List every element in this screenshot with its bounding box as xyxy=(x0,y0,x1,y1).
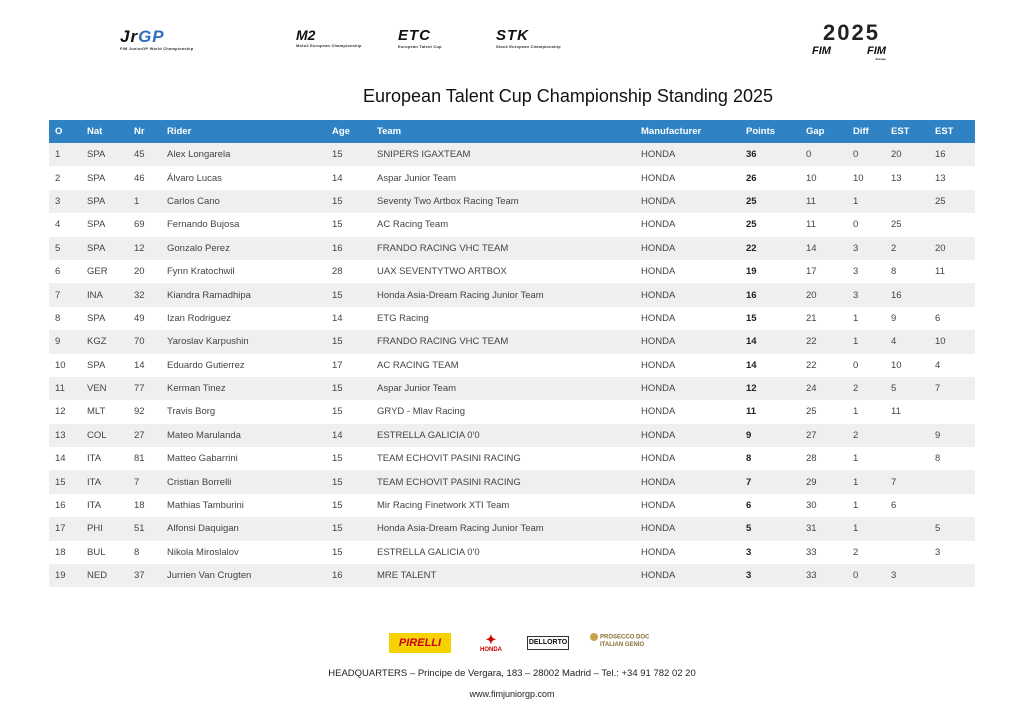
table-cell: 22 xyxy=(800,354,847,377)
table-row xyxy=(49,283,975,306)
column-header: Team xyxy=(371,120,635,143)
table-row xyxy=(49,330,975,353)
table-cell: FRANDO RACING VHC TEAM xyxy=(371,330,635,353)
table-cell: VEN xyxy=(81,377,128,400)
table-cell: HONDA xyxy=(635,260,740,283)
table-cell: HONDA xyxy=(635,564,740,587)
table-cell: Carlos Cano xyxy=(161,190,326,213)
table-cell: 18 xyxy=(49,541,81,564)
table-cell: SPA xyxy=(81,237,128,260)
column-header: Age xyxy=(326,120,371,143)
table-cell: FRANDO RACING VHC TEAM xyxy=(371,237,635,260)
table-cell: 0 xyxy=(847,213,885,236)
table-cell: 9 xyxy=(885,307,929,330)
table-cell xyxy=(929,470,975,493)
page-header xyxy=(0,0,1024,70)
table-cell: 2 xyxy=(847,377,885,400)
table-cell: 4 xyxy=(49,213,81,236)
table-cell: 2 xyxy=(847,541,885,564)
column-header: Gap xyxy=(800,120,847,143)
table-cell: Fernando Bujosa xyxy=(161,213,326,236)
fim-europe-logo-subtitle: Europe xyxy=(875,57,886,61)
jrgp-logo xyxy=(120,28,193,51)
table-cell: HONDA xyxy=(635,447,740,470)
table-cell: 3 xyxy=(49,190,81,213)
table-cell: 15 xyxy=(326,283,371,306)
prosecco-logo-text: PROSECCO DOC xyxy=(600,634,650,641)
table-cell: 4 xyxy=(929,354,975,377)
fim-europe-logo xyxy=(867,45,886,61)
table-cell: 2 xyxy=(49,166,81,189)
table-row xyxy=(49,237,975,260)
table-row xyxy=(49,213,975,236)
table-cell: 15 xyxy=(326,213,371,236)
table-cell: Nikola Miroslalov xyxy=(161,541,326,564)
pirelli-logo: PIRELLI xyxy=(389,633,451,653)
table-cell: Mir Racing Finetwork XTI Team xyxy=(371,494,635,517)
table-cell: 15 xyxy=(740,307,800,330)
table-cell: 18 xyxy=(128,494,161,517)
table-cell: NED xyxy=(81,564,128,587)
table-cell: 8 xyxy=(49,307,81,330)
table-cell: 15 xyxy=(326,470,371,493)
table-cell: 14 xyxy=(740,354,800,377)
table-cell: 3 xyxy=(740,564,800,587)
table-cell: 51 xyxy=(128,517,161,540)
table-cell: 10 xyxy=(929,330,975,353)
table-cell: SPA xyxy=(81,143,128,166)
prosecco-logo-subtitle: ITALIAN GENIO xyxy=(600,641,645,648)
table-cell: HONDA xyxy=(635,166,740,189)
honda-wing-icon: ✦ xyxy=(485,632,497,647)
table-cell: 14 xyxy=(326,307,371,330)
table-cell: 1 xyxy=(847,330,885,353)
table-cell: 0 xyxy=(847,143,885,166)
table-cell: Travis Borg xyxy=(161,400,326,423)
table-cell: 46 xyxy=(128,166,161,189)
table-cell: 0 xyxy=(847,354,885,377)
table-cell: 9 xyxy=(740,424,800,447)
table-body xyxy=(49,143,975,587)
dellorto-logo: DELLORTO xyxy=(527,636,569,650)
table-cell: 15 xyxy=(326,400,371,423)
page-title: European Talent Cup Championship Standing 2025 xyxy=(363,86,773,106)
table-cell: 16 xyxy=(49,494,81,517)
table-cell: Álvaro Lucas xyxy=(161,166,326,189)
table-cell: 1 xyxy=(847,307,885,330)
table-cell: 17 xyxy=(326,354,371,377)
table-cell: 14 xyxy=(326,166,371,189)
table-cell: ESTRELLA GALICIA 0'0 xyxy=(371,541,635,564)
table-cell: 5 xyxy=(929,517,975,540)
table-cell: 32 xyxy=(128,283,161,306)
table-row xyxy=(49,447,975,470)
table-cell: 17 xyxy=(800,260,847,283)
prosecco-logo xyxy=(590,633,650,653)
column-header: Points xyxy=(740,120,800,143)
moto2-logo-text: M2 xyxy=(296,27,316,43)
fim-logo-text: FIM xyxy=(812,45,831,57)
table-cell: AC RACING TEAM xyxy=(371,354,635,377)
column-header: EST xyxy=(929,120,975,143)
table-cell: 28 xyxy=(326,260,371,283)
table-cell: 7 xyxy=(929,377,975,400)
table-cell: 4 xyxy=(885,330,929,353)
table-cell: 6 xyxy=(740,494,800,517)
table-cell: 11 xyxy=(49,377,81,400)
table-cell: 20 xyxy=(885,143,929,166)
table-cell: 13 xyxy=(885,166,929,189)
table-cell: 11 xyxy=(800,213,847,236)
table-cell: ITA xyxy=(81,447,128,470)
fim-europe-logo-text: FIM xyxy=(867,45,886,57)
table-cell: SPA xyxy=(81,213,128,236)
table-cell: SPA xyxy=(81,354,128,377)
table-cell: 20 xyxy=(929,237,975,260)
column-header: EST xyxy=(885,120,929,143)
moto2-logo xyxy=(296,28,362,48)
column-header: Manufacturer xyxy=(635,120,740,143)
table-cell: HONDA xyxy=(635,237,740,260)
table-row xyxy=(49,166,975,189)
jrgp-logo-text-a: Jr xyxy=(120,27,139,46)
table-row xyxy=(49,143,975,166)
table-cell: Eduardo Gutierrez xyxy=(161,354,326,377)
table-cell: 13 xyxy=(49,424,81,447)
table-cell: 15 xyxy=(326,517,371,540)
table-cell: 15 xyxy=(326,447,371,470)
table-cell: 1 xyxy=(847,190,885,213)
table-cell: 1 xyxy=(847,447,885,470)
table-cell: 15 xyxy=(326,541,371,564)
table-cell: 14 xyxy=(326,424,371,447)
table-cell: UAX SEVENTYTWO ARTBOX xyxy=(371,260,635,283)
sponsor-bar xyxy=(0,633,1024,655)
table-cell: ETG Racing xyxy=(371,307,635,330)
table-cell: 1 xyxy=(847,400,885,423)
table-cell: 25 xyxy=(885,213,929,236)
table-cell: ITA xyxy=(81,470,128,493)
table-cell: 1 xyxy=(847,494,885,517)
table-cell: 2 xyxy=(847,424,885,447)
table-cell: 25 xyxy=(800,400,847,423)
table-cell: 24 xyxy=(800,377,847,400)
table-cell: 10 xyxy=(847,166,885,189)
table-cell: 6 xyxy=(885,494,929,517)
table-cell: 22 xyxy=(800,330,847,353)
table-cell: 26 xyxy=(740,166,800,189)
table-cell: 3 xyxy=(885,564,929,587)
table-cell: GRYD - Mlav Racing xyxy=(371,400,635,423)
table-cell: SNIPERS IGAXTEAM xyxy=(371,143,635,166)
website-link[interactable]: www.fimjuniorgp.com xyxy=(469,689,555,699)
table-cell: Alfonsi Daquigan xyxy=(161,517,326,540)
table-cell: Aspar Junior Team xyxy=(371,377,635,400)
jrgp-logo-text-b: GP xyxy=(138,27,165,46)
table-cell: Izan Rodriguez xyxy=(161,307,326,330)
table-cell xyxy=(885,190,929,213)
standings-table xyxy=(49,120,975,587)
table-cell: 70 xyxy=(128,330,161,353)
table-cell xyxy=(929,564,975,587)
table-cell: 31 xyxy=(800,517,847,540)
column-header: O xyxy=(49,120,81,143)
table-cell: 69 xyxy=(128,213,161,236)
table-cell: Gonzalo Perez xyxy=(161,237,326,260)
table-cell: 7 xyxy=(128,470,161,493)
etc-logo-subtitle: European Talent Cup xyxy=(398,44,442,49)
table-row xyxy=(49,354,975,377)
table-cell: HONDA xyxy=(635,494,740,517)
table-row xyxy=(49,517,975,540)
table-cell: 11 xyxy=(929,260,975,283)
table-cell: 20 xyxy=(800,283,847,306)
table-cell: 15 xyxy=(326,143,371,166)
table-cell xyxy=(929,494,975,517)
table-cell: 12 xyxy=(740,377,800,400)
table-row xyxy=(49,541,975,564)
table-row xyxy=(49,400,975,423)
table-row xyxy=(49,377,975,400)
table-cell: 2 xyxy=(885,237,929,260)
table-cell: 10 xyxy=(800,166,847,189)
stk-logo-subtitle: Stock European Championship xyxy=(496,44,561,49)
table-cell: Fynn Kratochwil xyxy=(161,260,326,283)
table-cell: 45 xyxy=(128,143,161,166)
table-cell: Alex Longarela xyxy=(161,143,326,166)
table-cell: TEAM ECHOVIT PASINI RACING xyxy=(371,470,635,493)
table-cell: Mateo Marulanda xyxy=(161,424,326,447)
table-cell: 12 xyxy=(128,237,161,260)
table-cell: 25 xyxy=(929,190,975,213)
table-row xyxy=(49,424,975,447)
table-cell: 5 xyxy=(885,377,929,400)
table-cell: 29 xyxy=(800,470,847,493)
table-cell: 9 xyxy=(49,330,81,353)
table-row xyxy=(49,307,975,330)
table-cell: 15 xyxy=(326,190,371,213)
table-cell: HONDA xyxy=(635,330,740,353)
column-header: Rider xyxy=(161,120,326,143)
jrgp-logo-subtitle: FIM JuniorGP World Championship xyxy=(120,46,194,51)
table-cell: 33 xyxy=(800,541,847,564)
table-cell: 12 xyxy=(49,400,81,423)
table-cell: ESTRELLA GALICIA 0'0 xyxy=(371,424,635,447)
table-cell: 30 xyxy=(800,494,847,517)
table-row xyxy=(49,470,975,493)
table-cell: 21 xyxy=(800,307,847,330)
table-cell: Honda Asia-Dream Racing Junior Team xyxy=(371,517,635,540)
table-cell: 5 xyxy=(49,237,81,260)
table-cell: 7 xyxy=(740,470,800,493)
table-cell: COL xyxy=(81,424,128,447)
etc-logo-text: ETC xyxy=(398,27,431,44)
table-cell: 27 xyxy=(800,424,847,447)
table-cell: 3 xyxy=(847,260,885,283)
table-cell: SPA xyxy=(81,307,128,330)
table-cell: 19 xyxy=(740,260,800,283)
table-cell: BUL xyxy=(81,541,128,564)
table-cell: INA xyxy=(81,283,128,306)
table-cell: Mathias Tamburini xyxy=(161,494,326,517)
table-cell: TEAM ECHOVIT PASINI RACING xyxy=(371,447,635,470)
table-row xyxy=(49,260,975,283)
table-cell: 49 xyxy=(128,307,161,330)
table-cell: 15 xyxy=(326,494,371,517)
table-cell: 14 xyxy=(128,354,161,377)
table-cell: SPA xyxy=(81,190,128,213)
table-cell: KGZ xyxy=(81,330,128,353)
table-cell: 16 xyxy=(326,237,371,260)
honda-logo-text: HONDA xyxy=(480,647,502,653)
table-header-row xyxy=(49,120,975,143)
table-cell: 3 xyxy=(847,237,885,260)
table-cell: Honda Asia-Dream Racing Junior Team xyxy=(371,283,635,306)
table-cell: Matteo Gabarrini xyxy=(161,447,326,470)
column-header: Nat xyxy=(81,120,128,143)
season-year: 2025 xyxy=(823,20,880,45)
table-cell: 14 xyxy=(800,237,847,260)
stk-logo-text: STK xyxy=(496,27,529,44)
table-cell: 3 xyxy=(740,541,800,564)
table-cell: 16 xyxy=(326,564,371,587)
table-cell: 16 xyxy=(740,283,800,306)
table-cell: 77 xyxy=(128,377,161,400)
table-cell: 17 xyxy=(49,517,81,540)
table-cell: Cristian Borrelli xyxy=(161,470,326,493)
table-cell: 3 xyxy=(929,541,975,564)
column-header: Diff xyxy=(847,120,885,143)
table-cell: 92 xyxy=(128,400,161,423)
table-cell: 1 xyxy=(49,143,81,166)
table-row xyxy=(49,564,975,587)
table-cell xyxy=(929,213,975,236)
table-cell: HONDA xyxy=(635,283,740,306)
table-cell: 6 xyxy=(49,260,81,283)
table-cell: HONDA xyxy=(635,517,740,540)
honda-logo xyxy=(476,633,506,653)
table-cell: 3 xyxy=(847,283,885,306)
stk-logo xyxy=(496,28,561,49)
table-cell: 11 xyxy=(740,400,800,423)
table-cell: 1 xyxy=(128,190,161,213)
table-row xyxy=(49,190,975,213)
table-cell: HONDA xyxy=(635,213,740,236)
table-cell xyxy=(885,517,929,540)
table-cell: 28 xyxy=(800,447,847,470)
table-cell: 22 xyxy=(740,237,800,260)
table-cell: HONDA xyxy=(635,143,740,166)
table-cell: Yaroslav Karpushin xyxy=(161,330,326,353)
table-cell: 15 xyxy=(49,470,81,493)
table-cell: 10 xyxy=(49,354,81,377)
table-cell: GER xyxy=(81,260,128,283)
table-cell: Seventy Two Artbox Racing Team xyxy=(371,190,635,213)
table-cell: 0 xyxy=(847,564,885,587)
table-cell: ITA xyxy=(81,494,128,517)
table-cell: 10 xyxy=(885,354,929,377)
prosecco-emblem-icon xyxy=(590,633,598,641)
table-cell: 14 xyxy=(740,330,800,353)
table-cell: 7 xyxy=(49,283,81,306)
table-cell: 8 xyxy=(929,447,975,470)
table-row xyxy=(49,494,975,517)
table-cell: HONDA xyxy=(635,190,740,213)
table-cell: 25 xyxy=(740,213,800,236)
column-header: Nr xyxy=(128,120,161,143)
table-cell: HONDA xyxy=(635,541,740,564)
table-cell: 25 xyxy=(740,190,800,213)
table-cell: 20 xyxy=(128,260,161,283)
table-cell xyxy=(885,424,929,447)
table-cell: MLT xyxy=(81,400,128,423)
table-cell xyxy=(885,447,929,470)
table-cell: 1 xyxy=(847,470,885,493)
table-cell: 9 xyxy=(929,424,975,447)
fim-logo xyxy=(812,45,831,57)
table-cell: 81 xyxy=(128,447,161,470)
table-cell: 13 xyxy=(929,166,975,189)
table-cell: 37 xyxy=(128,564,161,587)
headquarters-address: HEADQUARTERS – Principe de Vergara, 183 – 28002 Madrid – Tel.: +34 91 782 02 20 xyxy=(328,668,696,679)
table-cell: HONDA xyxy=(635,470,740,493)
table-cell: 7 xyxy=(885,470,929,493)
table-cell: 5 xyxy=(740,517,800,540)
table-cell: 15 xyxy=(326,377,371,400)
table-cell: HONDA xyxy=(635,400,740,423)
table-cell: 33 xyxy=(800,564,847,587)
table-cell: Kiandra Ramadhipa xyxy=(161,283,326,306)
table-cell: 16 xyxy=(929,143,975,166)
table-cell: Jurrien Van Crugten xyxy=(161,564,326,587)
table-cell: Kerman Tinez xyxy=(161,377,326,400)
table-cell: 1 xyxy=(847,517,885,540)
table-cell: 15 xyxy=(326,330,371,353)
table-cell: 36 xyxy=(740,143,800,166)
table-cell: 11 xyxy=(800,190,847,213)
table-cell xyxy=(885,541,929,564)
table-cell: 0 xyxy=(800,143,847,166)
table-cell: AC Racing Team xyxy=(371,213,635,236)
table-cell xyxy=(929,283,975,306)
table-cell: 16 xyxy=(885,283,929,306)
table-cell: Aspar Junior Team xyxy=(371,166,635,189)
table-cell: 8 xyxy=(740,447,800,470)
etc-logo xyxy=(398,28,442,49)
table-cell: PHI xyxy=(81,517,128,540)
table-cell: 11 xyxy=(885,400,929,423)
table-cell: 8 xyxy=(128,541,161,564)
table-cell: 6 xyxy=(929,307,975,330)
table-cell: SPA xyxy=(81,166,128,189)
table-cell: 14 xyxy=(49,447,81,470)
table-cell: HONDA xyxy=(635,307,740,330)
table-cell: MRE TALENT xyxy=(371,564,635,587)
table-cell: 8 xyxy=(885,260,929,283)
moto2-logo-subtitle: Moto2 European Championship xyxy=(296,43,362,48)
table-cell: 19 xyxy=(49,564,81,587)
table-cell: 27 xyxy=(128,424,161,447)
table-cell: HONDA xyxy=(635,424,740,447)
table-cell: HONDA xyxy=(635,377,740,400)
table-cell: HONDA xyxy=(635,354,740,377)
table-cell xyxy=(929,400,975,423)
